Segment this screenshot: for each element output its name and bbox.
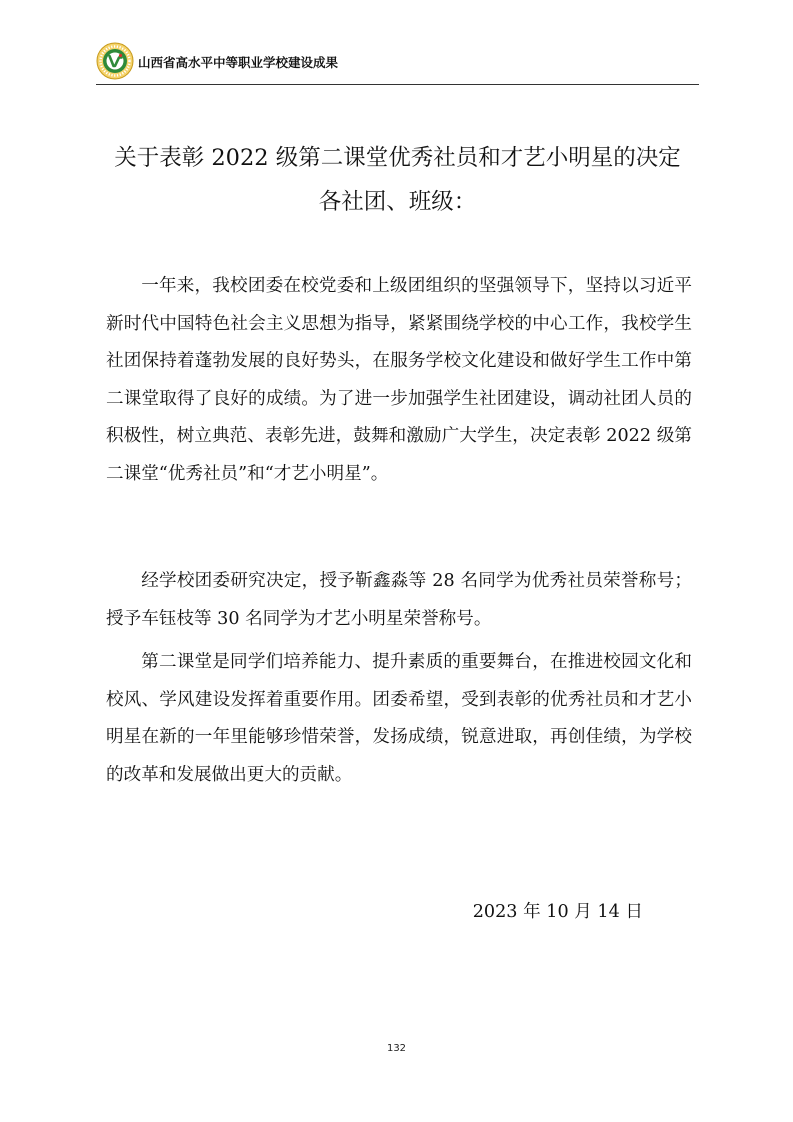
document-date: 2023 年 10 月 14 日 [472,902,643,922]
header-title: 山西省高水平中等职业学校建设成果 [138,55,339,70]
document-salutation: 各社团、班级： [318,189,477,215]
body-paragraph-3: 第二课堂是同学们培养能力、提升素质的重要舞台，在推进校园文化和校风、学风建设发挥着重要作用。团委希望，受到表彰的优秀社员和才艺小明星在新的一年里能够珍惜荣誉，发扬成绩，锐意进取，再创佳绩，为学校的改革和发展做出更大的贡献。 [106,652,692,785]
page-number: 132 [386,1043,407,1054]
body-paragraph-1: 一年来，我校团委在校党委和上级团组织的坚强领导下，坚持以习近平新时代中国特色社会主义思想为指导，紧紧围绕学校的中心工作，我校学生社团保持着蓬勃发展的良好势头，在服务学校文化建设和做好学生工作中第二课堂取得了良好的成绩。为了进一步加强学生社团建设，调动社团人员的积极性，树立典范、表彰先进，鼓舞和激励广大学生，决定表彰 2022 级第二课堂“优秀社员”和“才艺小明星”。 [106,276,692,484]
document-title: 关于表彰 2022 级第二课堂优秀社员和才艺小明星的决定 [114,145,681,171]
body-paragraph-2: 经学校团委研究决定，授予靳鑫淼等 28 名同学为优秀社员荣誉称号；授予车钰枝等 30 名同学为才艺小明星荣誉称号。 [106,571,692,629]
school-emblem-icon [96,42,134,80]
page-header [96,42,699,85]
